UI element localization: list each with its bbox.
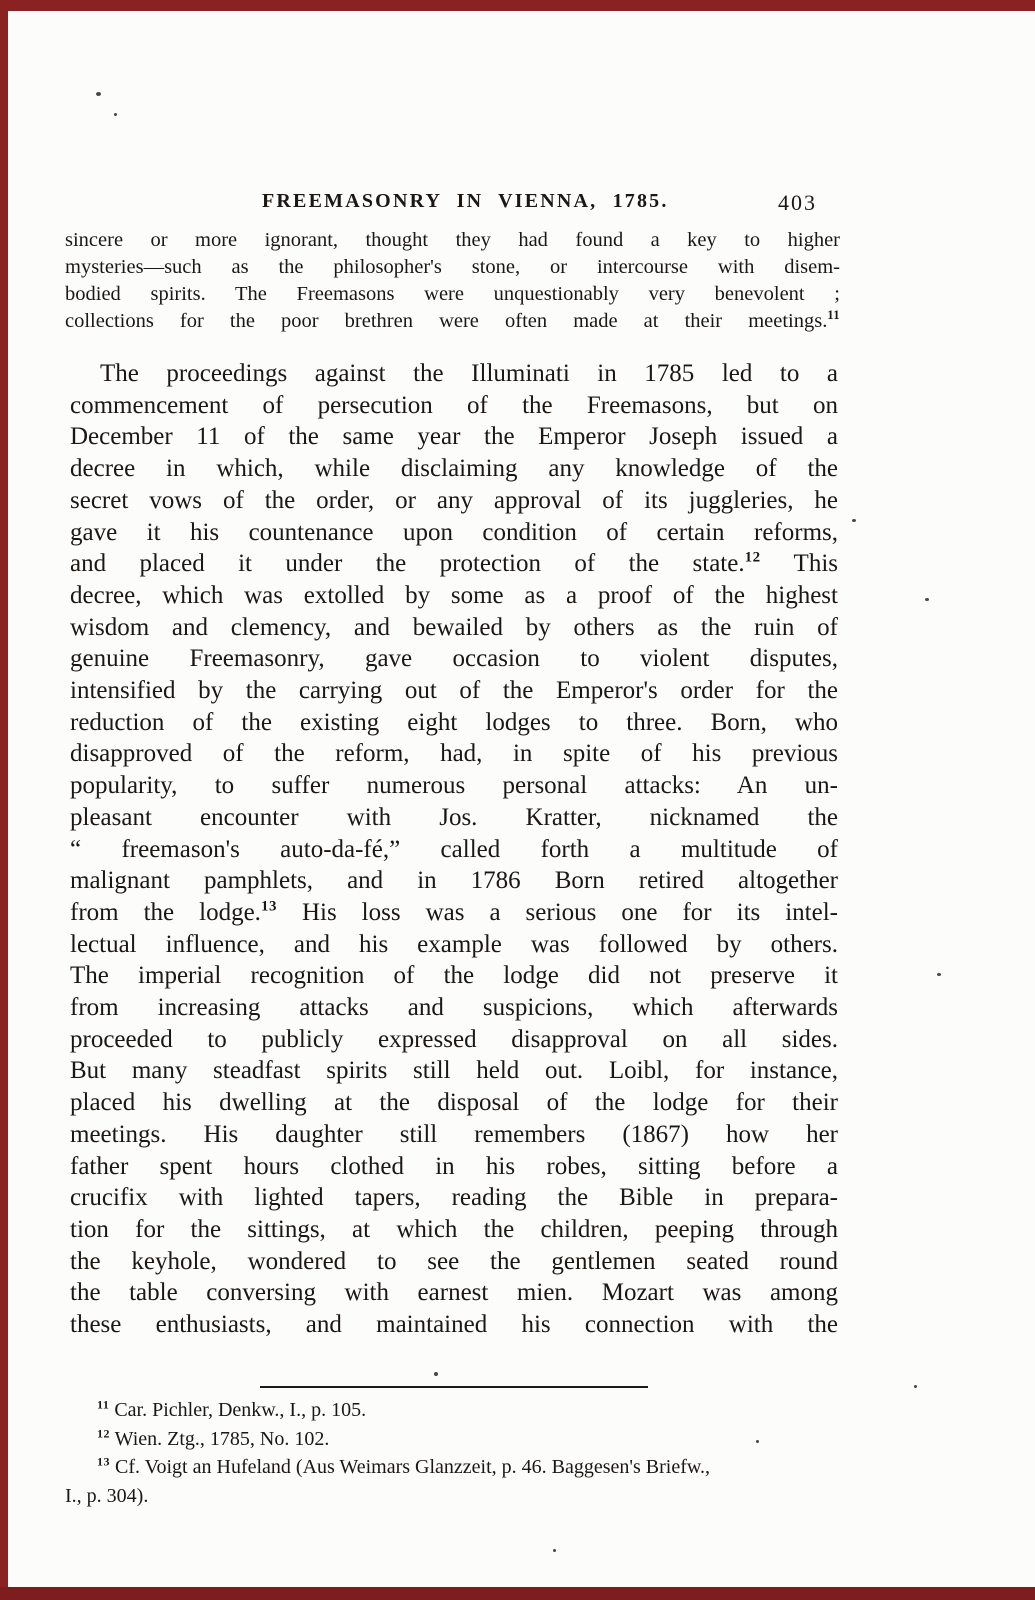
text-line: popularity, to suffer numerous personal attacks: An un- [70,772,838,800]
text-line: pleasant encounter with Jos. Kratter, nicknamed the [70,803,838,831]
text-line: The proceedings against the Illuminati in 1785 led to a [100,360,838,387]
text-line: wisdom and clemency, and bewailed by others as the ruin of [70,613,838,641]
main-paragraph [70,358,838,1341]
text-line: placed his dwelling at the disposal of the lodge for their [70,1089,838,1117]
ink-speck [114,113,117,116]
ink-speck [937,973,941,976]
scan-edge-top [0,0,1035,11]
text-line: $^{11}$ Car. Pichler, Denkw., I., p. 105. [97,1397,367,1421]
text-line: collections for the poor brethren were often made at their meetings.$^{11}$ [65,308,840,332]
scan-edge-left [0,0,8,1600]
text-line: commencement of persecution of the Freemasons, but on [70,391,838,419]
page-title: FREEMASONRY IN VIENNA, 1785. [262,190,669,212]
footnotes [65,1396,850,1510]
text-line: these enthusiasts, and maintained his connection with the [70,1311,838,1339]
text-line: intensified by the carrying out of the Emperor's order for the [70,677,838,705]
page-number: 403 [778,190,817,215]
text-line: mysteries—such as the philosopher's stone, or intercourse with disem- [65,256,840,278]
text-line: and placed it under the protection of the state.$^{12}$ This [70,549,838,578]
text-line: disapproved of the reform, had, in spite of his previous [70,740,838,768]
text-line: sincere or more ignorant, thought they had found a key to higher [65,229,840,251]
text-line: December 11 of the same year the Emperor Joseph issued a [70,423,838,451]
text-line: from the lodge.$^{13}$ His loss was a serious one for its intel- [70,898,838,926]
intro-paragraph [65,227,840,335]
text-line: “ freemason's auto-da-fé,” called forth a multitude of [70,835,838,863]
text-line: $^{13}$ Cf. Voigt an Hufeland (Aus Weimars Glanzzeit, p. 46. Baggesen's Briefw., [97,1454,711,1478]
text-line: the keyhole, wondered to see the gentlemen seated round [70,1247,838,1275]
ink-speck [925,598,929,601]
text-line: lectual influence, and his example was followed by others. [70,930,838,958]
text-line: the table conversing with earnest mien. Mozart was among [70,1279,838,1307]
footnote-separator-rule [260,1386,648,1388]
text-line: gave it his countenance upon condition of certain reforms, [70,518,838,546]
ink-speck [96,92,101,96]
text-line: bodied spirits. The Freemasons were unquestionably very benevolent ; [65,283,840,305]
text-line: meetings. His daughter still remembers (1867) how her [70,1120,838,1148]
scan-edge-bottom [0,1587,1035,1600]
text-line: decree in which, while disclaiming any knowledge of the [70,455,838,483]
text-line: proceeded to publicly expressed disapproval on all sides. [70,1025,838,1053]
text-line: But many steadfast spirits still held out. Loibl, for instance, [70,1057,838,1085]
text-line: reduction of the existing eight lodges to three. Born, who [70,708,838,736]
text-line: $^{12}$ Wien. Ztg., 1785, No. 102. [97,1425,330,1450]
text-line: I., p. 304). [65,1484,149,1507]
text-line: genuine Freemasonry, gave occasion to violent disputes, [70,645,838,673]
text-line: father spent hours clothed in his robes, sitting before a [70,1152,838,1180]
ink-speck [553,1549,556,1552]
ink-speck [756,1440,759,1443]
text-line: malignant pamphlets, and in 1786 Born retired altogether [70,867,838,895]
text-line: from increasing attacks and suspicions, which afterwards [70,994,838,1022]
ink-speck [434,1372,438,1376]
text-line: secret vows of the order, or any approval of its juggleries, he [70,486,838,514]
text-line: decree, which was extolled by some as a proof of the highest [70,581,838,609]
text-line: The imperial recognition of the lodge did not preserve it [70,962,838,990]
running-header [0,190,1035,220]
ink-speck [852,519,856,522]
ink-speck [914,1385,917,1388]
text-line: tion for the sittings, at which the children, peeping through [70,1215,838,1243]
text-line: crucifix with lighted tapers, reading the Bible in prepara- [70,1184,838,1212]
